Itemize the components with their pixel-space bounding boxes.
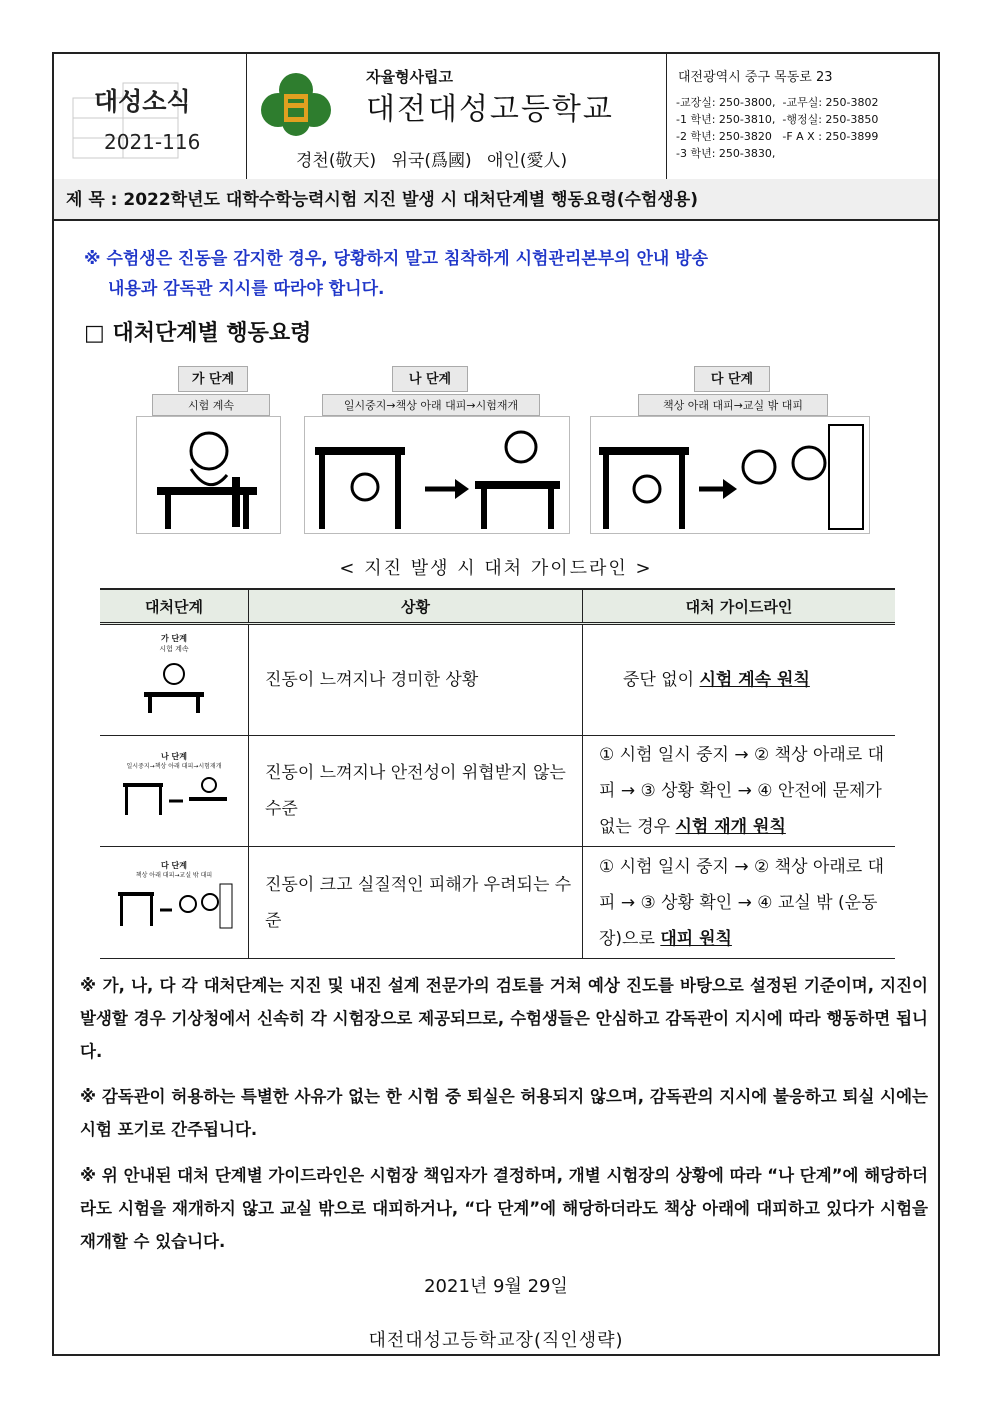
- subject-line: 제 목 : 2022학년도 대학수학능력시험 지진 발생 시 대처단계별 행동요령(수험생용): [54, 179, 938, 221]
- thumb-c-sub: 책상 아래 대피→교실 밖 대피: [135, 872, 213, 879]
- school-address: 대전광역시 중구 목동로 23: [678, 70, 833, 85]
- stage-c-label: 다 단계: [694, 366, 770, 392]
- thumb-b-label: 나 단계: [161, 751, 187, 761]
- evacuate-classroom-thumb-icon: [114, 880, 234, 932]
- table-header-guide: 대처 가이드라인: [583, 589, 896, 624]
- table-header-stage: 대처단계: [100, 589, 249, 624]
- stage-b-thumb: [100, 736, 249, 847]
- note-paragraph-1: ※ 가, 나, 다 각 대처단계는 지진 및 내진 설계 전문가의 검토를 거쳐 예상 진도를 바탕으로 설정된 기준이며, 지진이 발생할 경우 기상청에서 신속히 각 시험장으로 제공되므로, 수험생들은 안심하고 감독관이 지시에 따라 행동하면 됩니다.: [80, 976, 928, 1061]
- contact-box: [666, 54, 938, 179]
- section-title: □ 대처단계별 행동요령: [84, 321, 312, 346]
- thumb-a-sub: 시험 계속: [159, 645, 189, 653]
- stage-c-illustration: [590, 416, 870, 534]
- stage-a-label: 가 단계: [178, 366, 248, 392]
- stage-b-label: 나 단계: [392, 366, 468, 392]
- stage-a-illustration: [136, 416, 281, 534]
- notice-line-2: 내용과 감독관 지시를 따라야 합니다.: [108, 279, 385, 299]
- contact-numbers: -교장실: 250-3800, -교무실: 250-3802 -1 학년: 250-3810, -행정실: 250-3850 -2 학년: 250-3820 -F A X : 250-3899 -3 학년: 250-3830,: [676, 96, 879, 160]
- school-name: 대전대성고등학교: [366, 92, 614, 127]
- guide-cell: [583, 847, 896, 959]
- guide-principle: 시험 계속 원칙: [699, 670, 810, 690]
- situation-cell: 진동이 느껴지나 안전성이 위협받지 않는 수준: [249, 736, 583, 847]
- guide-principle: 대피 원칙: [660, 928, 732, 949]
- notice-line-1: ※ 수험생은 진동을 감지한 경우, 당황하지 말고 침착하게 시험관리본부의 안내 방송: [84, 249, 709, 269]
- guideline-caption: < 지진 발생 시 대처 가이드라인 >: [339, 558, 653, 579]
- situation-cell: 진동이 느껴지나 경미한 상황: [249, 624, 583, 736]
- duck-under-desk-thumb-icon: [119, 771, 229, 819]
- newsletter-box: [54, 54, 247, 179]
- school-emblem-icon: [256, 66, 336, 146]
- guide-text: ① 시험 일시 중지 → ② 책상 아래로 대피 → ③ 상황 확인 → ④ 안전에 문제가 없는 경우: [599, 745, 885, 837]
- guide-cell: [583, 736, 896, 847]
- document-page: [52, 52, 940, 1356]
- newsletter-number: 2021-116: [104, 130, 201, 154]
- guide-text: 중단 없이: [623, 670, 700, 690]
- thumb-b-sub: 일시중지→책상 아래 대피→시험재개: [126, 762, 222, 770]
- duck-under-desk-icon: [305, 417, 569, 533]
- stage-a-thumb: [100, 624, 249, 736]
- note-paragraph-2: ※ 감독관이 허용하는 특별한 사유가 없는 한 시험 중 퇴실은 허용되지 않으며, 감독관의 지시에 불응하고 퇴실 시에는 시험 포기로 간주됩니다.: [80, 1087, 928, 1139]
- table-row: [100, 847, 895, 959]
- issue-date: 2021년 9월 29일: [424, 1276, 568, 1297]
- stage-c-thumb: [100, 847, 249, 959]
- stage-b-sub: 일시중지→책상 아래 대피→시험재개: [322, 394, 540, 416]
- thumb-a-label: 가 단계: [161, 634, 187, 643]
- principal-signature: 대전대성고등학교장(직인생략): [368, 1330, 624, 1351]
- student-studying-thumb-icon: [134, 654, 214, 714]
- guide-cell: [583, 624, 896, 736]
- table-header-situation: 상황: [249, 589, 583, 624]
- student-studying-icon: [137, 417, 280, 533]
- table-row: [100, 736, 895, 847]
- stage-c-sub: 책상 아래 대피→교실 밖 대피: [638, 394, 828, 416]
- guideline-table: [100, 588, 895, 959]
- stage-a-sub: 시험 계속: [152, 394, 270, 416]
- situation-cell: 진동이 크고 실질적인 피해가 우려되는 수준: [249, 847, 583, 959]
- newsletter-title: 대성소식: [94, 87, 191, 116]
- school-motto: 경천(敬天) 위국(爲國) 애인(愛人): [296, 151, 568, 171]
- guide-text: ① 시험 일시 중지 → ② 책상 아래로 대피 → ③ 상황 확인 → ④ 교실 밖 (운동장)으로: [599, 856, 885, 949]
- school-type: 자율형사립고: [366, 68, 453, 86]
- school-box: [246, 54, 667, 179]
- letterhead: [54, 54, 938, 181]
- note-paragraph-3: ※ 위 안내된 대처 단계별 가이드라인은 시험장 책임자가 결정하며, 개별 시험장의 상황에 따라 “나 단계”에 해당하더라도 시험을 재개하지 않고 교실 밖으로 대피하거나, “다 단계”에 해당하더라도 책상 아래에 대피하고 있다가 시험을 재개할 수 있습니다.: [80, 1166, 928, 1251]
- thumb-c-label: 다 단계: [161, 861, 187, 870]
- guide-principle: 시험 재개 원칙: [675, 817, 786, 837]
- notice: [84, 244, 914, 304]
- stage-b-illustration: [304, 416, 570, 534]
- table-row: [100, 624, 895, 736]
- evacuate-classroom-icon: [591, 417, 869, 533]
